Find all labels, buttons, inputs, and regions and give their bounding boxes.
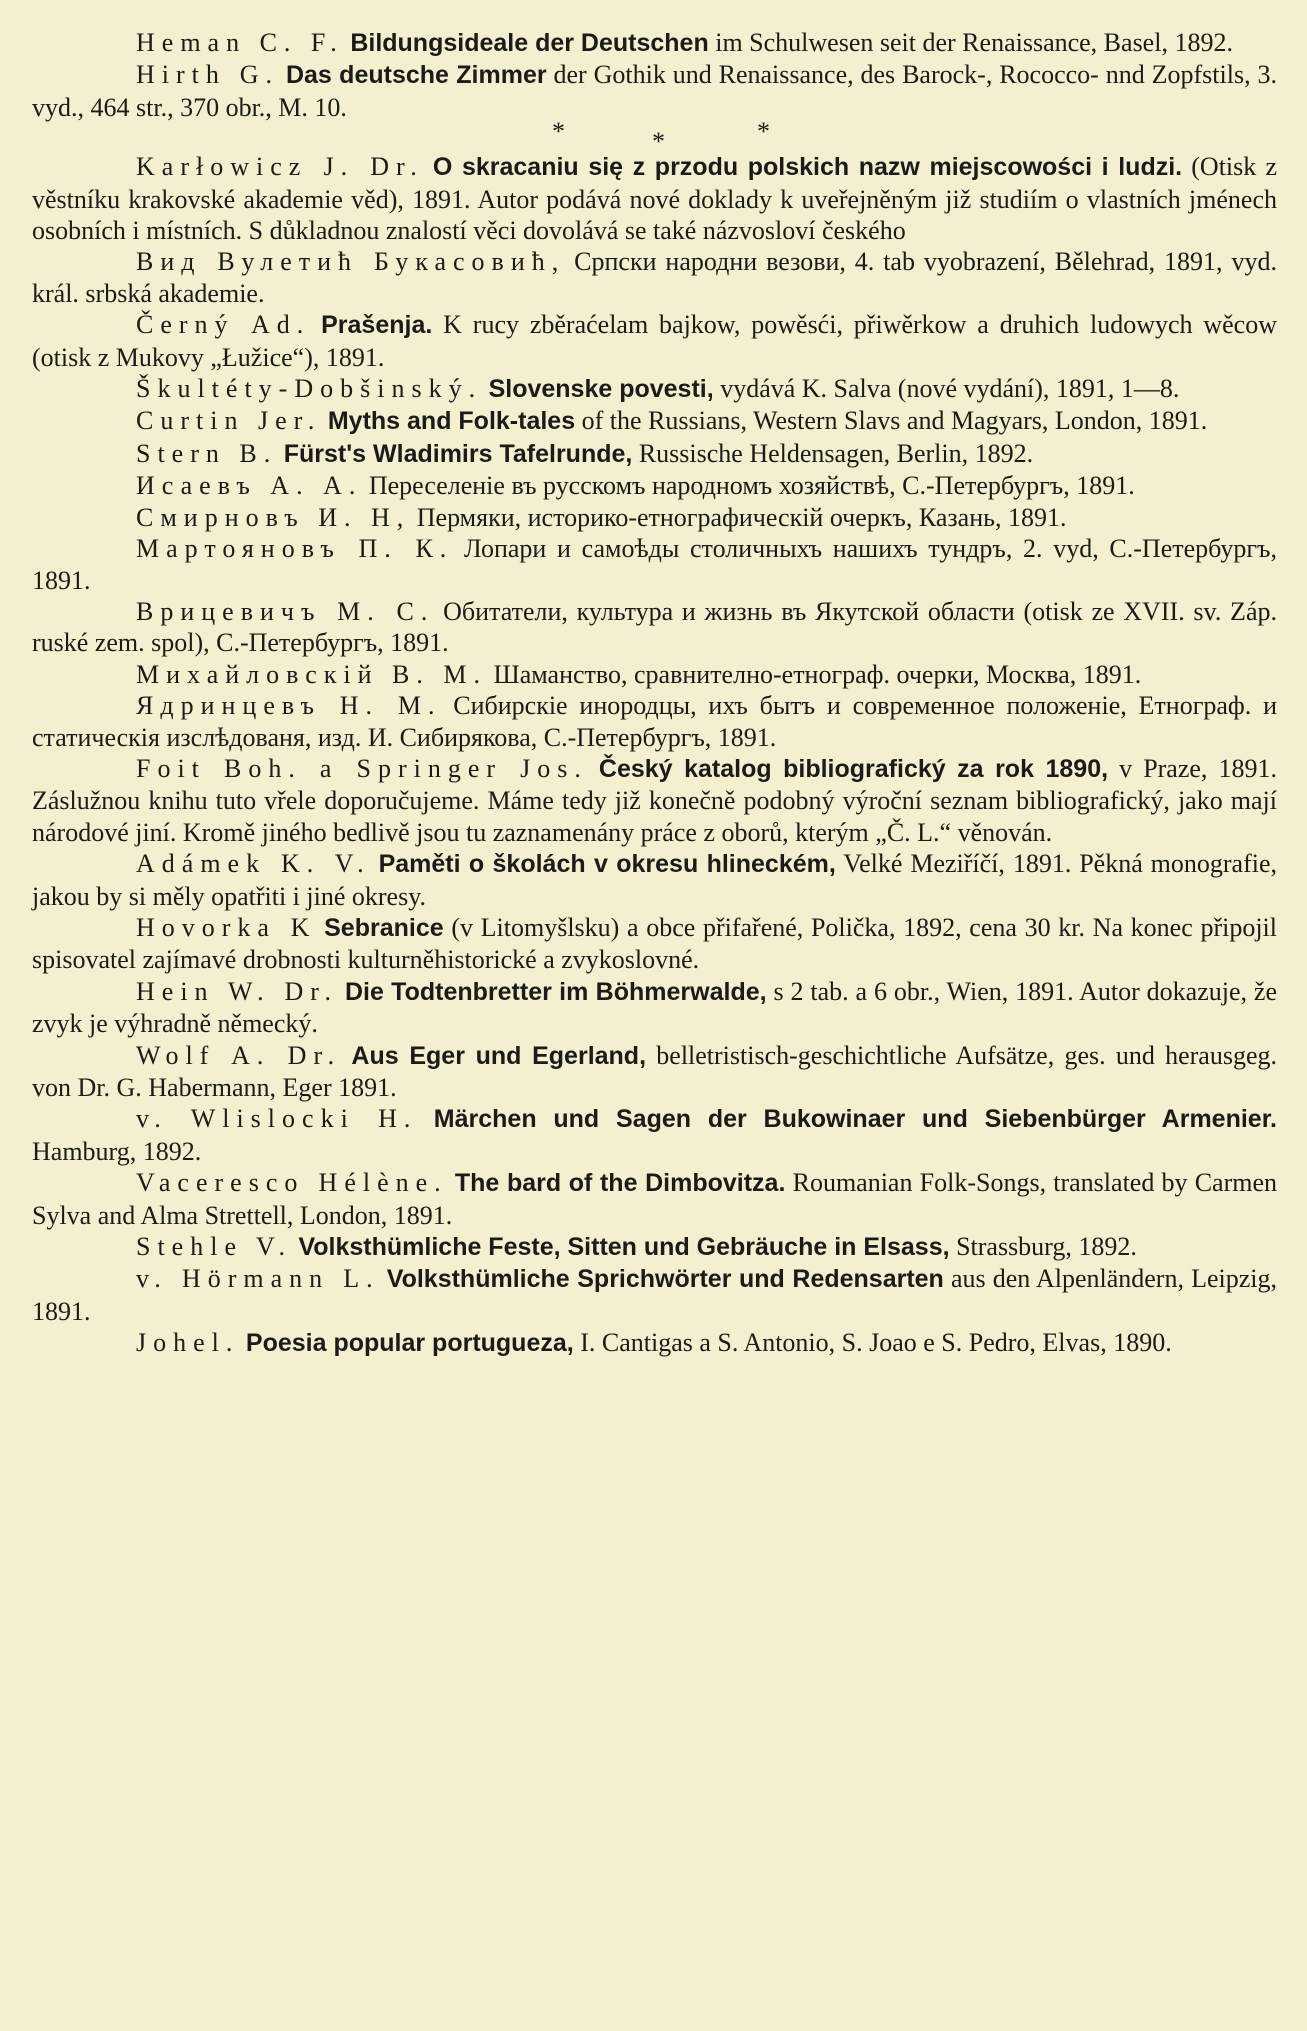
entry-details: of the Russians, Western Slavs and Magyars, London, 1891.: [575, 406, 1208, 436]
bibliography-entry: [32, 533, 1277, 596]
bibliography-entry: [32, 1263, 1277, 1327]
entry-author: v. Wlislocki H.: [136, 1104, 418, 1134]
bibliography-entry: [32, 976, 1277, 1040]
entry-details: Пермяки, историко-етнографическiй очеркъ, Казань, 1891.: [410, 502, 1067, 532]
entry-title: Paměti o školách v okresu hlineckém,: [378, 850, 836, 879]
entry-title: The bard of the Dimbovitza.: [454, 1169, 786, 1198]
entry-author: Stehle V.: [136, 1232, 292, 1262]
entry-author: Foit Boh. a Springer Jos.: [136, 753, 588, 783]
entry-author: Heman C. F.: [136, 28, 344, 57]
entry-title: Volksthümliche Sprichwörter und Redensarten: [386, 1265, 944, 1294]
entry-details: vydává K. Salva (nové vydání), 1891, 1—8.: [713, 374, 1180, 404]
separator-star-middle: *: [652, 127, 665, 157]
bibliography-entry: [32, 1103, 1277, 1167]
entry-title: Sebranice: [324, 913, 444, 942]
section-separator: [32, 117, 1277, 157]
bibliography-entry: [32, 502, 1277, 533]
entry-title: Fürst's Wladimirs Tafelrunde,: [283, 439, 633, 468]
entry-author: Врицевичъ М. С.: [136, 596, 435, 626]
entry-details: Обитатели, культура и жизнь въ Якутской области (otisk ze XVII. sv. Záp. ruské zem. spol), С.-Петербургъ, 1891.: [32, 596, 1277, 658]
entry-title: Prašenja.: [321, 311, 433, 340]
entry-details: Лопари и самоѣды столичныхъ нашихъ тундръ, 2. vyd, С.-Петербургъ, 1891.: [32, 534, 1278, 595]
bibliography-entry: [32, 1231, 1277, 1263]
bibliography-entry: [32, 151, 1277, 246]
entry-title: Myths and Folk-tales: [327, 407, 576, 436]
entry-details: Шаманство, сравнително-етнограф. очерки, Москва, 1891.: [487, 659, 1142, 689]
entry-author: Johel.: [136, 1328, 240, 1358]
bibliography-entry: [32, 246, 1277, 309]
entry-author: Hovorka K: [136, 912, 317, 942]
entry-title: Poesia popular portugueza,: [245, 1329, 574, 1358]
entry-author: Curtin Jer.: [136, 406, 322, 436]
separator-star-left: *: [552, 117, 565, 147]
entry-details: K rucy zběraćelam bajkow, powěsći, přiwěrkow a druhich ludowych wěcow (otisk z Mukovy „Łužice“), 1891.: [32, 310, 1278, 372]
entry-details: Переселенiе въ русскомъ народномъ хозяйствѣ, С.-Петербургъ, 1891.: [362, 471, 1135, 501]
entry-author: Karłowicz J. Dr.: [136, 152, 424, 182]
entry-author: Škultéty-Dobšinský.: [136, 374, 483, 404]
bibliography-entry: [32, 373, 1277, 405]
bibliography-entry: [32, 1167, 1277, 1231]
entry-details: Velké Meziříčí, 1891. Pěkná monografie, jakou by si měly opatřiti i jiné okresy.: [32, 849, 1278, 911]
bibliography-entry: [32, 1040, 1277, 1104]
bibliography-section-2: [32, 151, 1277, 1359]
entry-title: O skracaniu się z przodu polskich nazw miejscowości i ludzi.: [432, 153, 1183, 182]
entry-details: aus den Alpenländern, Leipzig, 1891.: [32, 1264, 1277, 1326]
entry-title: Märchen und Sagen der Bukowinaer und Siebenbürger Armenier.: [433, 1105, 1277, 1134]
entry-author: Adámek K. V.: [136, 849, 371, 879]
entry-title: Die Todtenbretter im Böhmerwalde,: [344, 977, 767, 1006]
entry-details: Hamburg, 1892.: [32, 1136, 202, 1166]
bibliography-entry: [32, 309, 1277, 373]
bibliography-entry: [32, 1327, 1277, 1359]
bibliography-entry: [32, 596, 1277, 659]
entry-details: I. Cantigas a S. Antonio, S. Joao e S. Pedro, Elvas, 1890.: [573, 1328, 1172, 1358]
entry-details: v Praze, 1891. Záslužnou knihu tuto vřele doporučujeme. Máme tedy již konečně podobný výroční seznam bibliografický, jako mají národové jiní. Kromě jiného bedlivě jsou tu zaznamenány práce z oborů, kterým „Č. L.“ věnován.: [32, 753, 1277, 847]
entry-author: Ядринцевъ Н. М.: [136, 691, 442, 721]
entry-author: Černý Ad.: [136, 310, 311, 340]
bibliography-entry: [32, 690, 1277, 753]
entry-author: Вид Вулетић Букасовић,: [136, 247, 566, 277]
entry-author: Hein W. Dr.: [136, 976, 339, 1006]
entry-author: Wolf A. Dr.: [136, 1040, 342, 1070]
entry-details: Roumanian Folk-Songs, translated by Carmen Sylva and Alma Strettell, London, 1891.: [32, 1168, 1278, 1230]
bibliography-entry: [32, 912, 1277, 976]
entry-title: Volksthümliche Feste, Sitten und Gebräuche in Elsass,: [298, 1233, 950, 1262]
entry-title: Slovenske povesti,: [488, 375, 714, 404]
bibliography-entry: [32, 753, 1277, 848]
bibliography-entry: [32, 27, 1277, 59]
entry-details: Српски народни везови, 4. tab vyobrazení, Bělehrad, 1891, vyd. král. srbská akademie.: [32, 247, 1277, 308]
entry-title: Das deutsche Zimmer: [285, 61, 547, 90]
bibliography-entry: [32, 659, 1277, 690]
entry-details: Сибирскiе инородцы, ихъ бытъ и современное положенiе, Етнограф. и статическiя изслѣдованя, изд. И. Сибирякова, С.-Петербургъ, 1891.: [32, 691, 1277, 752]
entry-details: im Schulwesen seit der Renaissance, Basel, 1892.: [708, 28, 1233, 57]
entry-title: Český katalog bibliografický za rok 1890,: [598, 754, 1109, 783]
bibliography-section-1: [32, 27, 1277, 123]
entry-title: Bildungsideale der Deutschen: [350, 29, 709, 57]
entry-author: Мартояновъ П. К.: [136, 534, 454, 564]
bibliography-entry: [32, 848, 1277, 912]
entry-author: Михайловскiй В. М.: [136, 659, 488, 689]
entry-details: Strassburg, 1892.: [949, 1232, 1137, 1262]
entry-details: belletristisch-geschichtliche Aufsätze, ges. und herausgeg. von Dr. G. Habermann, Eger 1891.: [32, 1040, 1277, 1102]
entry-author: Stern B.: [136, 438, 278, 468]
entry-author: Смирновъ И. Н,: [136, 502, 411, 532]
entry-author: Vaceresco Hélène.: [136, 1168, 448, 1198]
separator-star-right: *: [757, 117, 770, 147]
entry-details: der Gothik und Renaissance, des Barock-, Rococco- nnd Zopfstils, 3. vyd., 464 str., 370 obr., M. 10.: [32, 60, 1277, 122]
bibliography-entry: [32, 438, 1277, 470]
entry-author: v. Hörmann L.: [136, 1264, 380, 1294]
entry-details: Russische Heldensagen, Berlin, 1892.: [632, 438, 1034, 468]
entry-details: (Otisk z věstníku krakovské akademie věd), 1891. Autor podává nové doklady k uveřejněným již studiím o vlastních jménech osobních i místních. S důkladnou znalostí věci dovolává se také názvosloví českého: [32, 152, 1277, 246]
entry-author: Исаевъ А. А.: [136, 471, 363, 501]
entry-details: s 2 tab. a 6 obr., Wien, 1891. Autor dokazuje, že zvyk je výhradně německý.: [32, 976, 1278, 1039]
bibliography-entry: [32, 59, 1277, 123]
entry-author: Hirth G.: [136, 60, 280, 90]
entry-title: Aus Eger und Egerland,: [351, 1041, 647, 1070]
bibliography-entry: [32, 470, 1277, 501]
entry-details: (v Litomyšlsku) a obce přifařené, Polička, 1892, cena 30 kr. Na konec připojil spisovatel zajímavé drobnosti kulturněhistorické a zvykoslovné.: [32, 912, 1277, 975]
bibliography-entry: [32, 405, 1277, 437]
